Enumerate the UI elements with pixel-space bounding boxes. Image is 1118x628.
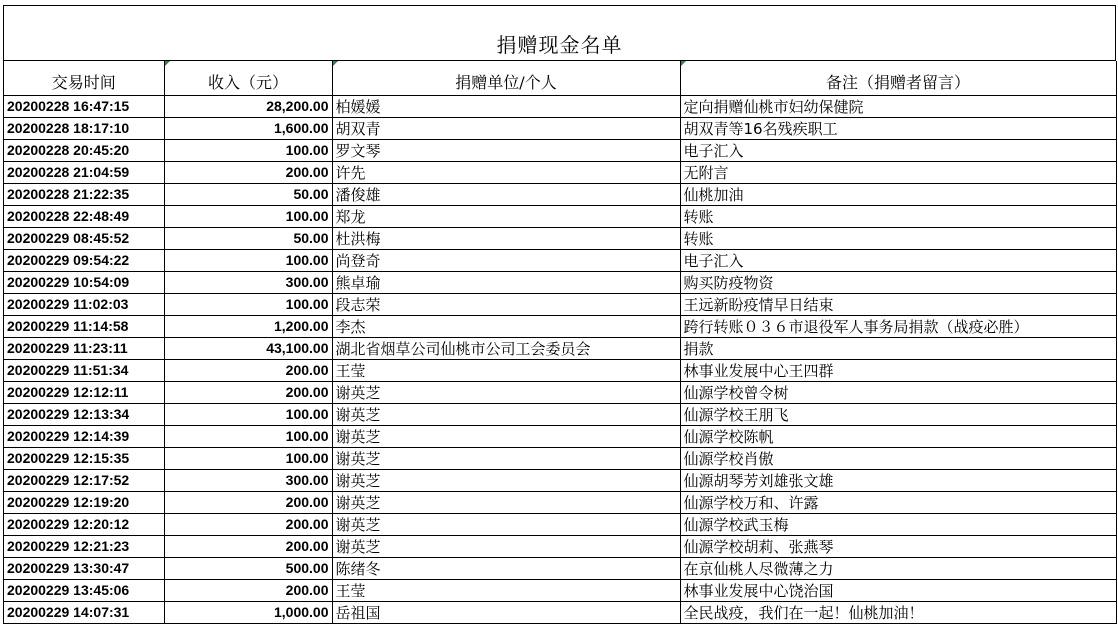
cell-donor[interactable]: 李杰 <box>332 315 680 337</box>
header-donor-label: 捐赠单位/个人 <box>455 72 557 92</box>
cell-amount[interactable]: 100.00 <box>164 425 332 447</box>
cell-amount[interactable]: 50.00 <box>164 227 332 249</box>
table-row <box>4 425 1116 447</box>
table-row <box>4 293 1116 315</box>
table-row <box>4 381 1116 403</box>
table-row <box>4 447 1116 469</box>
cell-donor[interactable]: 谢英芝 <box>332 513 680 535</box>
cell-donor[interactable]: 许先 <box>332 161 680 183</box>
cell-note[interactable]: 仙源胡琴芳刘雄张文雄 <box>680 469 1116 491</box>
table-row <box>4 601 1116 623</box>
cell-marker-icon <box>333 61 338 66</box>
cell-time[interactable]: 20200229 12:19:20 <box>4 491 164 513</box>
header-note[interactable] <box>680 61 1116 95</box>
cell-donor[interactable]: 罗文琴 <box>332 139 680 161</box>
table-body <box>4 95 1116 623</box>
cell-amount[interactable]: 200.00 <box>164 579 332 601</box>
cell-note[interactable]: 林事业发展中心饶治国 <box>680 579 1116 601</box>
cell-note[interactable]: 仙源学校王朋飞 <box>680 403 1116 425</box>
cell-amount[interactable]: 50.00 <box>164 183 332 205</box>
cell-amount[interactable]: 300.00 <box>164 469 332 491</box>
cell-amount[interactable]: 100.00 <box>164 249 332 271</box>
cell-amount[interactable]: 1,600.00 <box>164 117 332 139</box>
cell-note[interactable]: 定向捐赠仙桃市妇幼保健院 <box>680 95 1116 117</box>
table-row <box>4 513 1116 535</box>
cell-time[interactable]: 20200229 11:23:11 <box>4 337 164 359</box>
cell-note[interactable]: 购买防疫物资 <box>680 271 1116 293</box>
cell-note[interactable]: 王远新盼疫情早日结束 <box>680 293 1116 315</box>
cell-note[interactable]: 转账 <box>680 205 1116 227</box>
donation-table <box>4 61 1117 624</box>
cell-note[interactable]: 仙桃加油 <box>680 183 1116 205</box>
table-row <box>4 579 1116 601</box>
table-row <box>4 403 1116 425</box>
cell-donor[interactable]: 陈绪冬 <box>332 557 680 579</box>
cell-time[interactable]: 20200229 12:21:23 <box>4 535 164 557</box>
cell-amount[interactable]: 300.00 <box>164 271 332 293</box>
table-row <box>4 557 1116 579</box>
table-row <box>4 535 1116 557</box>
cell-time[interactable]: 20200229 12:17:52 <box>4 469 164 491</box>
cell-note[interactable]: 仙源学校万和、许露 <box>680 491 1116 513</box>
table-row <box>4 183 1116 205</box>
title-cell[interactable] <box>4 6 1116 61</box>
cell-donor[interactable]: 王莹 <box>332 579 680 601</box>
cell-donor[interactable]: 谢英芝 <box>332 447 680 469</box>
cell-amount[interactable]: 200.00 <box>164 513 332 535</box>
cell-amount[interactable]: 100.00 <box>164 447 332 469</box>
cell-time[interactable]: 20200229 12:13:34 <box>4 403 164 425</box>
cell-time[interactable]: 20200228 21:04:59 <box>4 161 164 183</box>
table-row <box>4 249 1116 271</box>
cell-donor[interactable]: 段志荣 <box>332 293 680 315</box>
cell-note[interactable]: 电子汇入 <box>680 249 1116 271</box>
cell-note[interactable]: 胡双青等16名残疾职工 <box>680 117 1116 139</box>
cell-time[interactable]: 20200228 20:45:20 <box>4 139 164 161</box>
cell-amount[interactable]: 200.00 <box>164 491 332 513</box>
cell-donor[interactable]: 谢英芝 <box>332 425 680 447</box>
cell-note[interactable]: 无附言 <box>680 161 1116 183</box>
table-row <box>4 139 1116 161</box>
cell-time[interactable]: 20200229 11:14:58 <box>4 315 164 337</box>
header-donor[interactable] <box>332 61 680 95</box>
cell-time[interactable]: 20200228 16:47:15 <box>4 95 164 117</box>
cell-time[interactable]: 20200229 11:02:03 <box>4 293 164 315</box>
cell-amount[interactable]: 100.00 <box>164 139 332 161</box>
cell-time[interactable]: 20200229 09:54:22 <box>4 249 164 271</box>
cell-note[interactable]: 电子汇入 <box>680 139 1116 161</box>
cell-donor[interactable]: 王莹 <box>332 359 680 381</box>
table-row <box>4 337 1116 359</box>
cell-marker-icon <box>681 61 686 66</box>
cell-time[interactable]: 20200229 08:45:52 <box>4 227 164 249</box>
cell-note[interactable]: 仙源学校陈帆 <box>680 425 1116 447</box>
header-row <box>4 61 1116 95</box>
cell-amount[interactable]: 100.00 <box>164 403 332 425</box>
cell-donor[interactable]: 熊卓瑜 <box>332 271 680 293</box>
cell-donor[interactable]: 郑龙 <box>332 205 680 227</box>
table-row <box>4 469 1116 491</box>
cell-time[interactable]: 20200229 13:30:47 <box>4 557 164 579</box>
table-row <box>4 95 1116 117</box>
cell-note[interactable]: 仙源学校肖傲 <box>680 447 1116 469</box>
cell-note[interactable]: 林事业发展中心王四群 <box>680 359 1116 381</box>
header-time-label: 交易时间 <box>51 72 116 92</box>
cell-amount[interactable]: 200.00 <box>164 161 332 183</box>
cell-time[interactable]: 20200229 12:12:11 <box>4 381 164 403</box>
cell-time[interactable]: 20200229 12:20:12 <box>4 513 164 535</box>
cell-amount[interactable]: 200.00 <box>164 381 332 403</box>
cell-note[interactable]: 在京仙桃人尽微薄之力 <box>680 557 1116 579</box>
table-row <box>4 359 1116 381</box>
spreadsheet <box>3 5 1116 624</box>
cell-note[interactable]: 仙源学校胡莉、张燕琴 <box>680 535 1116 557</box>
cell-donor[interactable]: 谢英芝 <box>332 491 680 513</box>
cell-amount[interactable]: 28,200.00 <box>164 95 332 117</box>
cell-donor[interactable]: 谢英芝 <box>332 381 680 403</box>
table-row <box>4 491 1116 513</box>
cell-donor[interactable]: 湖北省烟草公司仙桃市公司工会委员会 <box>332 337 680 359</box>
cell-donor[interactable]: 柏媛媛 <box>332 95 680 117</box>
cell-note[interactable]: 仙源学校曾令树 <box>680 381 1116 403</box>
cell-note[interactable]: 跨行转账０３６市退役军人事务局捐款（战疫必胜） <box>680 315 1116 337</box>
sheet-title: 捐赠现金名单 <box>496 33 623 57</box>
cell-time[interactable]: 20200228 18:17:10 <box>4 117 164 139</box>
cell-amount[interactable]: 100.00 <box>164 293 332 315</box>
table-row <box>4 117 1116 139</box>
table-row <box>4 205 1116 227</box>
cell-donor[interactable]: 谢英芝 <box>332 403 680 425</box>
table-row <box>4 161 1116 183</box>
cell-donor[interactable]: 谢英芝 <box>332 535 680 557</box>
cell-amount[interactable]: 500.00 <box>164 557 332 579</box>
cell-donor[interactable]: 谢英芝 <box>332 469 680 491</box>
cell-time[interactable]: 20200229 10:54:09 <box>4 271 164 293</box>
cell-time[interactable]: 20200229 11:51:34 <box>4 359 164 381</box>
cell-note[interactable]: 捐款 <box>680 337 1116 359</box>
header-note-label: 备注（捐赠者留言） <box>825 72 970 92</box>
header-amount[interactable] <box>164 61 332 95</box>
cell-time[interactable]: 20200229 13:45:06 <box>4 579 164 601</box>
table-row <box>4 271 1116 293</box>
cell-note[interactable]: 全民战疫，我们在一起！仙桃加油！ <box>680 601 1116 623</box>
cell-amount[interactable]: 200.00 <box>164 359 332 381</box>
cell-amount[interactable]: 100.00 <box>164 205 332 227</box>
cell-donor[interactable]: 杜洪梅 <box>332 227 680 249</box>
cell-amount[interactable]: 1,000.00 <box>164 601 332 623</box>
cell-time[interactable]: 20200229 14:07:31 <box>4 601 164 623</box>
cell-amount[interactable]: 200.00 <box>164 535 332 557</box>
cell-amount[interactable]: 43,100.00 <box>164 337 332 359</box>
table-row <box>4 315 1116 337</box>
cell-time[interactable]: 20200229 12:15:35 <box>4 447 164 469</box>
cell-donor[interactable]: 胡双青 <box>332 117 680 139</box>
cell-amount[interactable]: 1,200.00 <box>164 315 332 337</box>
header-amount-label: 收入（元） <box>207 72 288 92</box>
cell-note[interactable]: 转账 <box>680 227 1116 249</box>
cell-donor[interactable]: 岳祖国 <box>332 601 680 623</box>
table-row <box>4 227 1116 249</box>
header-time[interactable] <box>4 61 164 95</box>
cell-marker-icon <box>165 61 170 66</box>
cell-time[interactable]: 20200228 21:22:35 <box>4 183 164 205</box>
cell-donor[interactable]: 潘俊雄 <box>332 183 680 205</box>
cell-donor[interactable]: 尚登奇 <box>332 249 680 271</box>
cell-time[interactable]: 20200229 12:14:39 <box>4 425 164 447</box>
cell-note[interactable]: 仙源学校武玉梅 <box>680 513 1116 535</box>
cell-time[interactable]: 20200228 22:48:49 <box>4 205 164 227</box>
